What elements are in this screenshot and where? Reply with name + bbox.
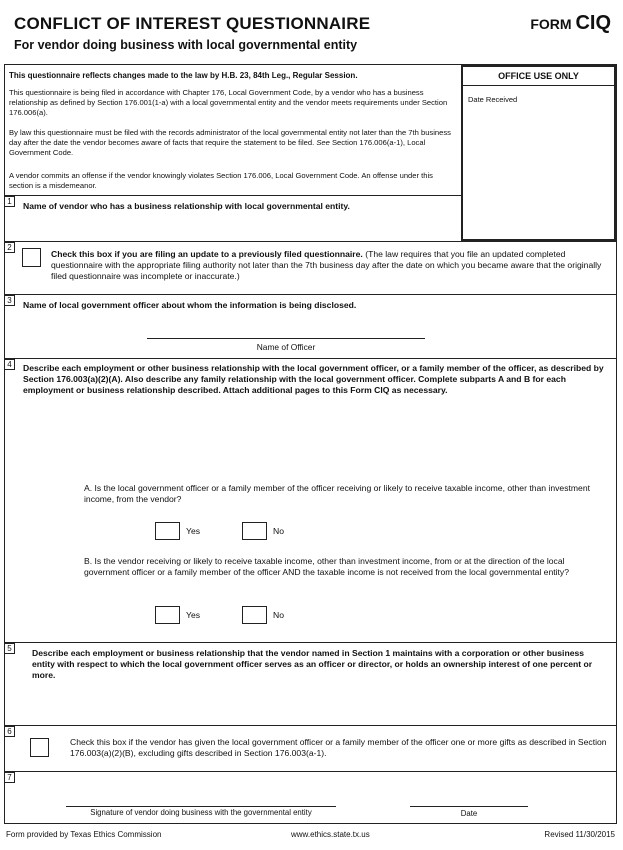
section-2-number: 2 (4, 242, 15, 253)
question-a-yes-label: Yes (186, 526, 201, 536)
section-5-number: 5 (4, 643, 15, 654)
form-title: CONFLICT OF INTEREST QUESTIONNAIRE (14, 14, 371, 33)
section-3-label: Name of local government officer about whom the information is being disclosed. (23, 300, 357, 310)
signature-date-line[interactable] (410, 806, 528, 807)
section-2-label-rest: (The law requires that you file an updated completed questionnaire with the appropriate filing authority not later than the 7th business day after the date on which you became aware that the originally filed questionnaire was incomplete or inaccurate.) (51, 249, 602, 281)
vendor-signature-caption: Signature of vendor doing business with the governmental entity (90, 808, 312, 817)
section-6-number: 6 (4, 726, 15, 737)
footer-website: www.ethics.state.tx.us (291, 830, 370, 839)
intro-paragraph-filing: This questionnaire is being filed in accordance with Chapter 176, Local Government Code, by a vendor who has a business relationship as defined by Section 176.001(1-a) with a local governmental entity and the vendor meets requirements under Section 176.006(a). (9, 88, 448, 117)
divider-7 (4, 771, 617, 772)
date-received-label: Date Received (468, 95, 518, 104)
gifts-checkbox[interactable] (30, 738, 49, 757)
officer-name-line[interactable] (147, 338, 425, 339)
update-checkbox[interactable] (22, 248, 41, 267)
question-b-no-label: No (273, 610, 284, 620)
section-3-number: 3 (4, 295, 15, 306)
question-a-yes-checkbox[interactable] (155, 522, 180, 540)
vendor-name-field[interactable] (8, 215, 456, 239)
divider-1 (4, 195, 461, 196)
divider-2 (4, 241, 617, 242)
section-4-label: Describe each employment or other business relationship with the local government officer, or a family member of the officer, as described by Section 176.003(a)(2)(A). Also describe any family relationship with the local government officer. Complete subparts A and B for each employment or business relationship described. Attach additional pages to this Form CIQ as necessary. (23, 363, 604, 395)
section-1-label: Name of vendor who has a business relationship with local governmental entity. (23, 201, 350, 211)
question-b-yes-label: Yes (186, 610, 201, 620)
section-6-label: Check this box if the vendor has given the local government officer or a family member of the officer one or more gifts as described in Section 176.003(a)(2)(B), excluding gifts described in Section 176.003(a-1). (70, 737, 607, 758)
question-b-no-checkbox[interactable] (242, 606, 267, 624)
footer-provider: Form provided by Texas Ethics Commission (6, 830, 162, 839)
divider-5 (4, 642, 617, 643)
question-a-no-checkbox[interactable] (242, 522, 267, 540)
form-subtitle: For vendor doing business with local governmental entity (14, 38, 358, 52)
vendor-signature-line[interactable] (66, 806, 336, 807)
question-a-no-label: No (273, 526, 284, 536)
intro-paragraph-deadline (9, 128, 455, 158)
intro-paragraph-offense: A vendor commits an offense if the vendor knowingly violates Section 176.006, Local Government Code. An offense under this section is a misdemeanor. (9, 171, 433, 190)
section-2-label-bold: Check this box if you are filing an update to a previously filed questionnaire. (51, 249, 363, 259)
section-1-number: 1 (4, 196, 15, 207)
question-b-yes-checkbox[interactable] (155, 606, 180, 624)
footer-revision: Revised 11/30/2015 (544, 830, 615, 839)
office-use-box (461, 65, 616, 241)
form-code-label (530, 12, 611, 35)
signature-date-caption: Date (460, 809, 478, 818)
form-prefix: FORM (530, 16, 572, 32)
officer-name-caption: Name of Officer (256, 342, 316, 352)
divider-3 (4, 294, 617, 295)
intro-see: See (316, 138, 330, 147)
section-4-number: 4 (4, 359, 15, 370)
question-a: A. Is the local government officer or a family member of the officer receiving or likely to receive taxable income, other than investment income, from the vendor? (84, 483, 590, 504)
divider-4 (4, 358, 617, 359)
section-5-label: Describe each employment or business relationship that the vendor named in Section 1 maintains with a corporation or other business entity with respect to which the local government officer serves as an officer or director, or holds an ownership interest of one percent or more. (32, 648, 593, 680)
intro-deadline-text: By law this questionnaire must be filed with the records administrator of the local governmental entity not later than the 7th business day after the date the vendor becomes aware of facts that require the statement to be filed. (9, 128, 451, 147)
divider-6 (4, 725, 617, 726)
section-7-number: 7 (4, 772, 15, 783)
intro-notice: This questionnaire reflects changes made to the law by H.B. 23, 84th Leg., Regular Session. (9, 71, 358, 80)
office-use-heading: OFFICE USE ONLY (463, 67, 614, 86)
intro-deadline-ref: Section 176.006(a-1), Local Government Code. (9, 138, 426, 157)
form-code: CIQ (575, 12, 611, 34)
question-b: B. Is the vendor receiving or likely to receive taxable income, other than investment income, from or at the direction of the local government officer or a family member of the officer AND the taxable income is not received from the local governmental entity? (84, 556, 569, 577)
section-2-label (51, 249, 607, 282)
